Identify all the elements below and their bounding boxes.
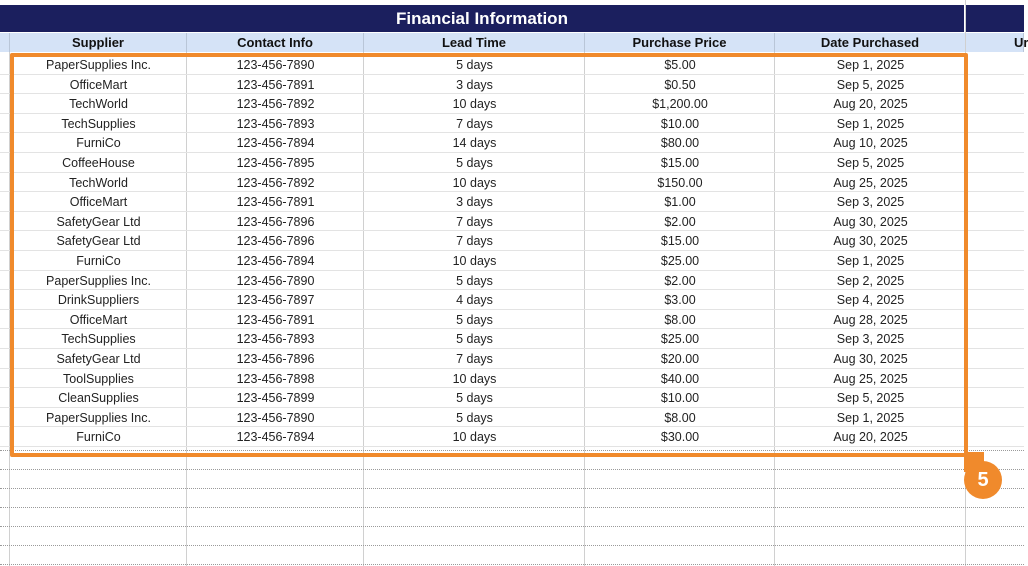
cell-date-purchased[interactable]: Aug 20, 2025	[833, 97, 908, 112]
cell-lead-time[interactable]: 5 days	[456, 58, 493, 72]
cell-purchase-price[interactable]: $10.00	[660, 391, 700, 406]
cell-supplier[interactable]: SafetyGear Ltd	[56, 234, 141, 249]
cell-lead-time[interactable]: 5 days	[456, 273, 493, 288]
cell-purchase-price[interactable]: $0.50	[664, 77, 696, 92]
cell-lead-time[interactable]: 5 days	[456, 410, 493, 425]
cell-contact-info[interactable]: 123-456-7896	[236, 214, 315, 229]
cell-supplier[interactable]: FurniCo	[76, 430, 121, 445]
header-contact-info[interactable]: Contact Info	[187, 33, 364, 52]
cell-lead-time[interactable]: 7 days	[456, 214, 493, 229]
cell-date-purchased[interactable]: Sep 3, 2025	[836, 332, 905, 347]
empty-row-line	[0, 545, 1024, 546]
cell-lead-time[interactable]: 3 days	[456, 195, 493, 210]
cell-purchase-price[interactable]: $3.00	[664, 293, 696, 308]
cell-contact-info[interactable]: 123-456-7898	[236, 371, 315, 386]
cell-date-purchased[interactable]: Aug 10, 2025	[833, 136, 908, 151]
cell-supplier[interactable]: DrinkSuppliers	[57, 293, 140, 308]
cell-contact-info[interactable]: 123-456-7892	[236, 97, 315, 112]
header-date-purchased[interactable]: Date Purchased	[775, 33, 966, 52]
cell-supplier[interactable]: SafetyGear Ltd	[56, 352, 141, 366]
cell-lead-time[interactable]: 10 days	[452, 97, 497, 112]
cell-supplier[interactable]: TechSupplies	[61, 116, 136, 131]
cell-date-purchased[interactable]: Aug 25, 2025	[833, 371, 908, 386]
step-number-badge: 5	[964, 461, 1002, 499]
cell-supplier[interactable]: OfficeMart	[69, 195, 128, 210]
cell-supplier[interactable]: CoffeeHouse	[62, 156, 135, 170]
empty-row-line	[0, 469, 1024, 470]
cell-contact-info[interactable]: 123-456-7892	[236, 175, 315, 190]
cell-supplier[interactable]: FurniCo	[76, 254, 121, 268]
cell-date-purchased[interactable]: Aug 28, 2025	[833, 312, 908, 327]
header-supplier[interactable]: Supplier	[10, 33, 187, 52]
cell-supplier[interactable]: SafetyGear Ltd	[56, 214, 141, 229]
section-title: Financial Information	[396, 9, 568, 28]
cell-purchase-price[interactable]: $150.00	[657, 175, 703, 190]
cell-contact-info[interactable]: 123-456-7890	[236, 58, 315, 72]
cell-lead-time[interactable]: 3 days	[456, 77, 493, 92]
cell-purchase-price[interactable]: $5.00	[664, 58, 696, 72]
cell-contact-info[interactable]: 123-456-7893	[236, 332, 315, 347]
cell-purchase-price[interactable]: $20.00	[660, 352, 700, 366]
header-lead-time[interactable]: Lead Time	[364, 33, 585, 52]
selection-highlight-box	[10, 53, 968, 457]
cell-contact-info[interactable]: 123-456-7894	[236, 136, 315, 151]
cell-lead-time[interactable]: 4 days	[456, 293, 493, 308]
cell-purchase-price[interactable]: $25.00	[660, 254, 700, 268]
cell-lead-time[interactable]: 10 days	[452, 254, 497, 268]
cell-lead-time[interactable]: 7 days	[456, 352, 493, 366]
cell-purchase-price[interactable]: $2.00	[664, 214, 696, 229]
cell-purchase-price[interactable]: $2.00	[664, 273, 696, 288]
cell-lead-time[interactable]: 10 days	[452, 371, 497, 386]
empty-row-line	[0, 488, 1024, 489]
cell-date-purchased[interactable]: Sep 5, 2025	[836, 156, 905, 170]
cell-purchase-price[interactable]: $40.00	[660, 371, 700, 386]
cell-supplier[interactable]: PaperSupplies Inc.	[46, 273, 151, 288]
cell-contact-info[interactable]: 123-456-7894	[236, 430, 315, 445]
cell-lead-time[interactable]: 5 days	[456, 391, 493, 406]
empty-row-line	[0, 564, 1024, 565]
cell-lead-time[interactable]: 5 days	[456, 332, 493, 347]
cell-contact-info[interactable]: 123-456-7893	[236, 116, 315, 131]
next-section-band	[966, 5, 1024, 32]
cell-supplier[interactable]: FurniCo	[76, 136, 121, 151]
cell-date-purchased[interactable]: Sep 4, 2025	[836, 293, 905, 308]
cell-date-purchased[interactable]: Sep 5, 2025	[836, 391, 905, 406]
cell-lead-time[interactable]: 7 days	[456, 234, 493, 249]
cell-purchase-price[interactable]: $30.00	[660, 430, 700, 445]
cell-date-purchased[interactable]: Sep 1, 2025	[836, 410, 905, 425]
cell-date-purchased[interactable]: Sep 1, 2025	[836, 116, 905, 131]
cell-contact-info[interactable]: 123-456-7891	[236, 312, 315, 327]
cell-purchase-price[interactable]: $25.00	[660, 332, 700, 347]
empty-row-line	[0, 526, 1024, 527]
cell-contact-info[interactable]: 123-456-7891	[236, 195, 315, 210]
cell-supplier[interactable]: PaperSupplies Inc.	[46, 58, 151, 72]
cell-contact-info[interactable]: 123-456-7890	[236, 273, 315, 288]
cell-supplier[interactable]: CleanSupplies	[58, 391, 139, 406]
cell-lead-time[interactable]: 10 days	[452, 175, 497, 190]
cell-purchase-price[interactable]: $1.00	[664, 195, 696, 210]
cell-purchase-price[interactable]: $8.00	[664, 312, 696, 327]
cell-supplier[interactable]: OfficeMart	[69, 312, 128, 327]
cell-purchase-price[interactable]: $15.00	[660, 156, 700, 170]
cell-supplier[interactable]: OfficeMart	[69, 77, 128, 92]
cell-purchase-price[interactable]: $10.00	[660, 116, 700, 131]
cell-supplier[interactable]: TechWorld	[69, 97, 128, 112]
cell-supplier[interactable]: PaperSupplies Inc.	[46, 410, 151, 425]
cell-contact-info[interactable]: 123-456-7891	[236, 77, 315, 92]
cell-lead-time[interactable]: 10 days	[452, 430, 497, 445]
cell-supplier[interactable]: TechSupplies	[61, 332, 136, 347]
cell-lead-time[interactable]: 5 days	[456, 156, 493, 170]
cell-date-purchased[interactable]: Aug 20, 2025	[833, 430, 908, 445]
cell-date-purchased[interactable]: Sep 3, 2025	[836, 195, 905, 210]
cell-date-purchased[interactable]: Aug 30, 2025	[833, 214, 908, 229]
cell-contact-info[interactable]: 123-456-7895	[236, 156, 315, 170]
header-purchase-price[interactable]: Purchase Price	[585, 33, 775, 52]
cell-date-purchased[interactable]: Aug 30, 2025	[833, 234, 908, 249]
empty-row-line	[0, 507, 1024, 508]
cell-purchase-price[interactable]: $8.00	[664, 410, 696, 425]
cell-lead-time[interactable]: 14 days	[452, 136, 497, 151]
cell-purchase-price[interactable]: $1,200.00	[652, 97, 708, 112]
cell-purchase-price[interactable]: $80.00	[660, 136, 700, 151]
cell-date-purchased[interactable]: Sep 1, 2025	[836, 254, 905, 268]
cell-date-purchased[interactable]: Aug 25, 2025	[833, 175, 908, 190]
cell-lead-time[interactable]: 7 days	[456, 116, 493, 131]
cell-contact-info[interactable]: 123-456-7897	[236, 293, 315, 308]
cell-contact-info[interactable]: 123-456-7896	[236, 352, 315, 366]
header-unit-partial[interactable]: Ur	[966, 33, 1024, 52]
cell-date-purchased[interactable]: Aug 30, 2025	[833, 352, 908, 366]
header-cell-edge[interactable]	[0, 33, 10, 52]
cell-date-purchased[interactable]: Sep 2, 2025	[836, 273, 905, 288]
cell-date-purchased[interactable]: Sep 1, 2025	[836, 58, 905, 72]
cell-contact-info[interactable]: 123-456-7894	[236, 254, 315, 268]
cell-contact-info[interactable]: 123-456-7896	[236, 234, 315, 249]
cell-date-purchased[interactable]: Sep 5, 2025	[836, 77, 905, 92]
cell-supplier[interactable]: ToolSupplies	[63, 371, 134, 386]
cell-contact-info[interactable]: 123-456-7899	[236, 391, 315, 406]
cell-contact-info[interactable]: 123-456-7890	[236, 410, 315, 425]
cell-supplier[interactable]: TechWorld	[69, 175, 128, 190]
cell-lead-time[interactable]: 5 days	[456, 312, 493, 327]
cell-purchase-price[interactable]: $15.00	[660, 234, 700, 249]
